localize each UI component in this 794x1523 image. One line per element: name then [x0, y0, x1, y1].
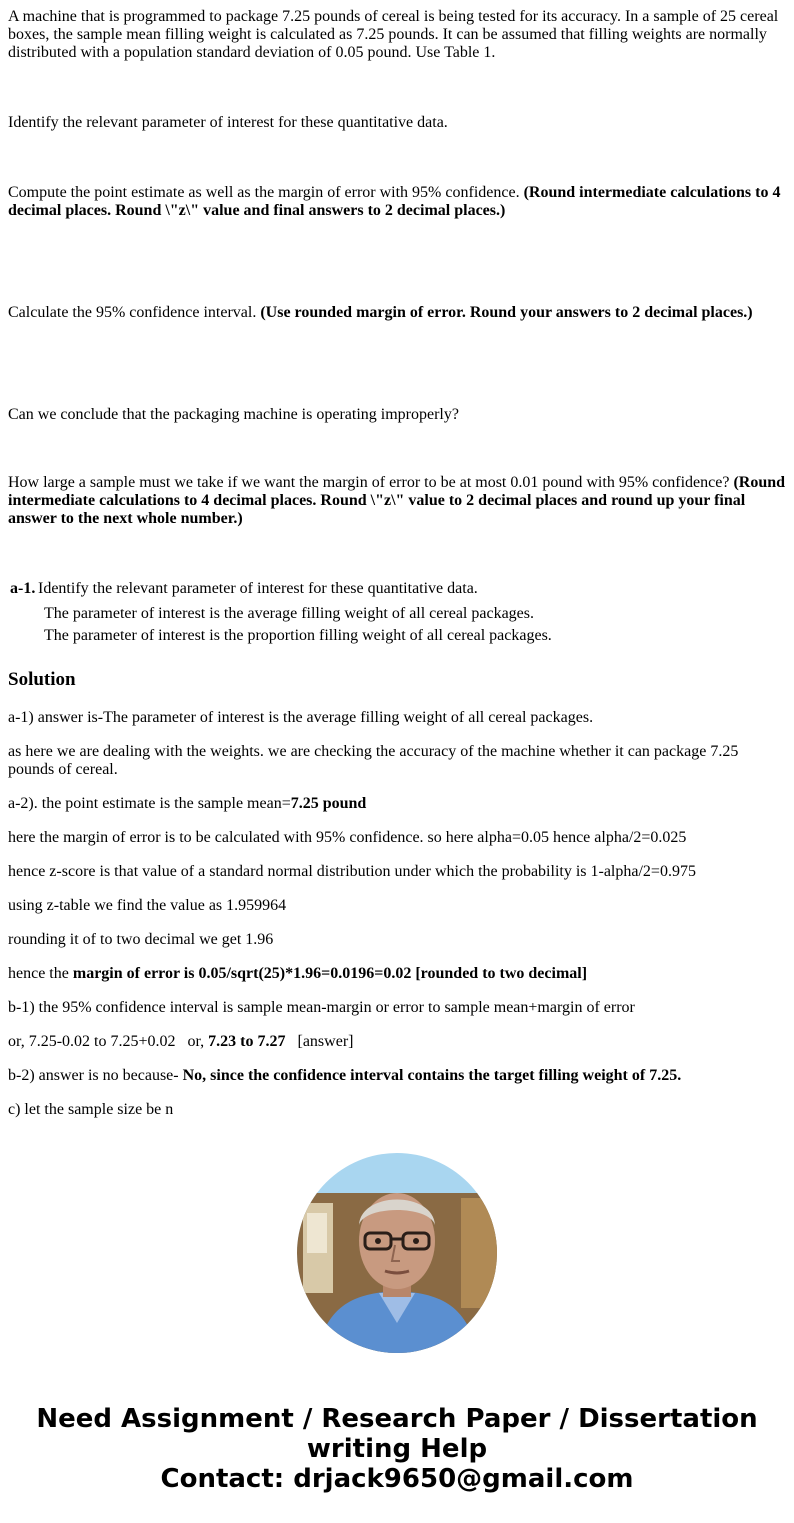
solution-text: or, 7.25-0.02 to 7.25+0.02 or, [8, 1033, 209, 1050]
choice-option-1: The parameter of interest is the average filling weight of all cereal packages. [44, 605, 534, 622]
solution-line: rounding it of to two decimal we get 1.96 [8, 931, 274, 948]
choice-prompt: Identify the relevant parameter of interest for these quantitative data. [38, 580, 478, 597]
question-c [8, 474, 786, 528]
choice-option-2: The parameter of interest is the proportion filling weight of all cereal packages. [44, 627, 552, 644]
solution-line [8, 1033, 786, 1051]
question-a1: Identify the relevant parameter of interest for these quantitative data. [8, 114, 448, 131]
solution-text: b-2) answer is no because- [8, 1067, 183, 1084]
solution-emphasis: 7.23 to 7.27 [208, 1033, 286, 1050]
solution-line: using z-table we find the value as 1.959964 [8, 897, 287, 914]
question-b1-text: Calculate the 95% confidence interval. [8, 304, 261, 321]
question-b1 [8, 304, 786, 322]
banner-contact-email: Contact: drjack9650@gmail.com [160, 1464, 634, 1494]
solution-heading: Solution [8, 669, 76, 690]
question-a2-instruction: (Round intermediate calculations to 4 decimal places. Round \"z\" value and final answers to 2 decimal places.) [8, 184, 781, 219]
question-a2-text: Compute the point estimate as well as the margin of error with 95% confidence. [8, 184, 524, 201]
solution-line: here the margin of error is to be calculated with 95% confidence. so here alpha=0.05 hence alpha/2=0.025 [8, 829, 687, 846]
question-a2 [8, 184, 786, 220]
solution-line [8, 795, 786, 813]
solution-emphasis: No, since the confidence interval contains the target filling weight of 7.25. [182, 1067, 682, 1084]
multiple-choice-a1 [8, 580, 786, 645]
contact-banner [0, 1404, 794, 1494]
solution-emphasis: 7.25 pound [290, 795, 367, 812]
solution-text: [answer] [285, 1033, 354, 1050]
solution-line: c) let the sample size be n [8, 1101, 174, 1118]
author-photo [297, 1153, 497, 1353]
question-c-text: How large a sample must we take if we want the margin of error to be at most 0.01 pound with 95% confidence? [8, 474, 734, 491]
solution-line: hence z-score is that value of a standard normal distribution under which the probability is 1-alpha/2=0.975 [8, 863, 696, 880]
solution-emphasis: margin of error is 0.05/sqrt(25)*1.96=0.0196=0.02 [rounded to two decimal] [72, 965, 588, 982]
problem-intro: A machine that is programmed to package 7.25 pounds of cereal is being tested for its accuracy. In a sample of 25 cereal boxes, the sample mean filling weight is calculated as 7.25 pounds. It can be assumed that filling weights are normally distributed with a population standard deviation of 0.05 pound. Use Table 1. [8, 8, 779, 61]
question-b1-instruction: (Use rounded margin of error. Round your answers to 2 decimal places.) [260, 304, 753, 321]
solution-line: b-1) the 95% confidence interval is sample mean-margin or error to sample mean+margin of error [8, 999, 635, 1016]
question-c-instruction: (Round intermediate calculations to 4 decimal places. Round \"z\" value to 2 decimal places and round up your final answer to the next whole number.) [8, 474, 786, 527]
question-b2: Can we conclude that the packaging machine is operating improperly? [8, 406, 459, 423]
solution-line: a-1) answer is-The parameter of interest is the average filling weight of all cereal packages. [8, 709, 594, 726]
solution-line [8, 1067, 786, 1085]
solution-line: as here we are dealing with the weights. we are checking the accuracy of the machine whether it can package 7.25 pounds of cereal. [8, 743, 739, 778]
choice-number: a-1. [10, 580, 36, 597]
solution-text: hence the [8, 965, 73, 982]
author-portrait-illustration [297, 1153, 497, 1353]
solution-text: a-2). the point estimate is the sample mean= [8, 795, 291, 812]
banner-line-1: Need Assignment / Research Paper / Dissertation [36, 1404, 758, 1434]
banner-line-2: writing Help [306, 1434, 488, 1464]
solution-line [8, 965, 786, 983]
